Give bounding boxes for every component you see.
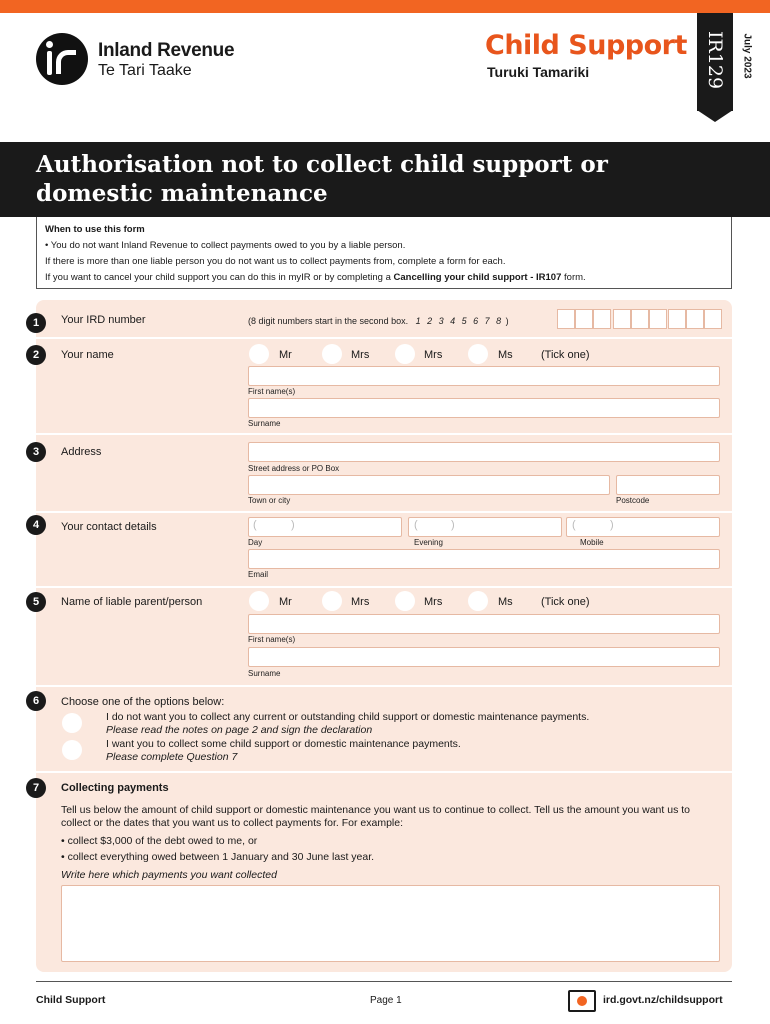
info-line: If there is more than one liable person you do not want us to collect payments from, complete a form for each.: [45, 256, 506, 267]
liable-title-mr-radio[interactable]: [249, 591, 269, 611]
divider: [36, 586, 732, 588]
surname-field[interactable]: [248, 398, 720, 418]
liable-title-mrs-radio[interactable]: [322, 591, 342, 611]
mobile-phone-field[interactable]: [566, 517, 720, 537]
question-number: 7: [26, 778, 46, 798]
option-do-not-collect-label: I do not want you to collect any current or outstanding child support or domestic maintenance payments.: [106, 711, 590, 723]
liable-first-names-field[interactable]: [248, 614, 720, 634]
title-label: Mrs: [351, 349, 370, 361]
liable-surname-field[interactable]: [248, 647, 720, 667]
ird-digit-box[interactable]: [613, 309, 631, 329]
question-number: 2: [26, 345, 46, 365]
footer-rule: [36, 981, 732, 982]
collecting-payments-label: Collecting payments: [61, 782, 169, 794]
ird-number-hint: [248, 316, 509, 326]
question-number: 4: [26, 515, 46, 535]
collecting-payments-instructions: Tell us below the amount of child support or domestic maintenance you want us to continue to collect. Tell us the amount you want us to collect or the dates that you want us to collect payments for. For example:: [61, 804, 690, 829]
street-address-field[interactable]: [248, 442, 720, 462]
option-note: Please read the notes on page 2 and sign the declaration: [106, 724, 373, 736]
divider: [36, 433, 732, 435]
first-names-caption: First name(s): [248, 387, 296, 396]
info-line: [45, 270, 723, 286]
hint-example: 1 2 3 4 5 6 7 8: [415, 316, 504, 326]
area-code-open: (: [253, 519, 257, 531]
option-note: Please complete Question 7: [106, 751, 238, 763]
email-caption: Email: [248, 570, 269, 579]
area-code-close: ): [451, 519, 455, 531]
tick-one-hint: (Tick one): [541, 349, 590, 361]
area-code-close: ): [610, 519, 614, 531]
title-label: Mr: [279, 596, 292, 608]
area-code-open: (: [572, 519, 576, 531]
option-collect-some-label: I want you to collect some child support or domestic maintenance payments.: [106, 738, 461, 750]
logo-r: [56, 50, 76, 74]
title-label: Ms: [498, 596, 513, 608]
ird-digit-box[interactable]: [668, 309, 686, 329]
ird-digit-box[interactable]: [557, 309, 575, 329]
contact-details-label: Your contact details: [61, 521, 157, 533]
ir107-form-link: Cancelling your child support - IR107: [393, 272, 562, 283]
divider: [36, 511, 732, 513]
postcode-field[interactable]: [616, 475, 720, 495]
surname-caption: Surname: [248, 669, 281, 678]
org-name-maori: Te Tari Taake: [98, 62, 192, 79]
payments-collected-textarea[interactable]: [61, 885, 720, 962]
form-date: July 2023: [741, 33, 753, 79]
title-mrs-radio[interactable]: [395, 344, 415, 364]
example-bullet: • collect everything owed between 1 January and 30 June last year.: [61, 851, 375, 863]
divider: [36, 771, 732, 773]
title-label: Mrs: [424, 596, 443, 608]
title-mr-radio[interactable]: [249, 344, 269, 364]
write-here-prompt: Write here which payments you want collected: [61, 869, 277, 881]
info-text: If you want to cancel your child support you can do this in myIR or by completing a: [45, 272, 394, 283]
example-bullet: • collect $3,000 of the debt owed to me, or: [61, 835, 258, 847]
footer-section-name: Child Support: [36, 994, 106, 1006]
first-names-field[interactable]: [248, 366, 720, 386]
logo-dot: [46, 41, 53, 48]
title-label: Mrs: [351, 596, 370, 608]
town-city-field[interactable]: [248, 475, 610, 495]
ird-digit-box[interactable]: [704, 309, 722, 329]
option-do-not-collect-radio[interactable]: [62, 713, 82, 733]
liable-title-mrs-radio[interactable]: [395, 591, 415, 611]
day-phone-field[interactable]: [248, 517, 402, 537]
ird-digit-box[interactable]: [593, 309, 611, 329]
info-heading: When to use this form: [45, 224, 145, 235]
laptop-dot: [577, 996, 587, 1006]
divider: [36, 337, 732, 339]
product-title: Child Support: [485, 30, 687, 61]
page-number: Page 1: [370, 995, 402, 1006]
title-label: Mrs: [424, 349, 443, 361]
surname-caption: Surname: [248, 419, 281, 428]
evening-caption: Evening: [414, 538, 443, 547]
hint-text: (8 digit numbers start in the second box.: [248, 316, 409, 326]
divider: [36, 685, 732, 687]
area-code-close: ): [291, 519, 295, 531]
email-field[interactable]: [248, 549, 720, 569]
liable-parent-label: Name of liable parent/person: [61, 596, 203, 608]
info-box: [36, 217, 732, 289]
ird-digit-box[interactable]: [686, 309, 704, 329]
evening-phone-field[interactable]: [408, 517, 562, 537]
town-city-caption: Town or city: [248, 496, 291, 505]
street-address-caption: Street address or PO Box: [248, 464, 340, 473]
option-collect-some-radio[interactable]: [62, 740, 82, 760]
area-code-open: (: [414, 519, 418, 531]
ird-digit-box[interactable]: [575, 309, 593, 329]
ird-digit-box[interactable]: [649, 309, 667, 329]
question-number: 6: [26, 691, 46, 711]
form-code-tab-point: [697, 110, 733, 122]
first-names-caption: First name(s): [248, 635, 296, 644]
info-bullet: • You do not want Inland Revenue to collect payments owed to you by a liable person.: [45, 240, 406, 251]
ird-digit-box[interactable]: [631, 309, 649, 329]
mobile-caption: Mobile: [580, 538, 604, 547]
day-caption: Day: [248, 538, 263, 547]
title-label: Mr: [279, 349, 292, 361]
page-title: Authorisation not to collect child support or domestic maintenance: [36, 151, 608, 207]
form-code: IR129: [704, 30, 726, 90]
question-number: 5: [26, 592, 46, 612]
title-mrs-radio[interactable]: [322, 344, 342, 364]
question-number: 1: [26, 313, 46, 333]
title-label: Ms: [498, 349, 513, 361]
org-name: Inland Revenue: [98, 40, 235, 61]
top-accent-bar: [0, 0, 770, 13]
hint-close: ): [505, 316, 509, 326]
info-text: form.: [561, 272, 586, 283]
footer-url-link[interactable]: ird.govt.nz/childsupport: [603, 994, 723, 1006]
tick-one-hint: (Tick one): [541, 596, 590, 608]
your-name-label: Your name: [61, 349, 114, 361]
product-title-maori: Turuki Tamariki: [487, 64, 590, 80]
ird-number-label: Your IRD number: [61, 314, 146, 326]
logo-stem: [47, 51, 52, 75]
choose-option-label: Choose one of the options below:: [61, 696, 225, 708]
liable-title-ms-radio[interactable]: [468, 591, 488, 611]
title-ms-radio[interactable]: [468, 344, 488, 364]
postcode-caption: Postcode: [616, 496, 650, 505]
question-number: 3: [26, 442, 46, 462]
address-label: Address: [61, 446, 102, 458]
